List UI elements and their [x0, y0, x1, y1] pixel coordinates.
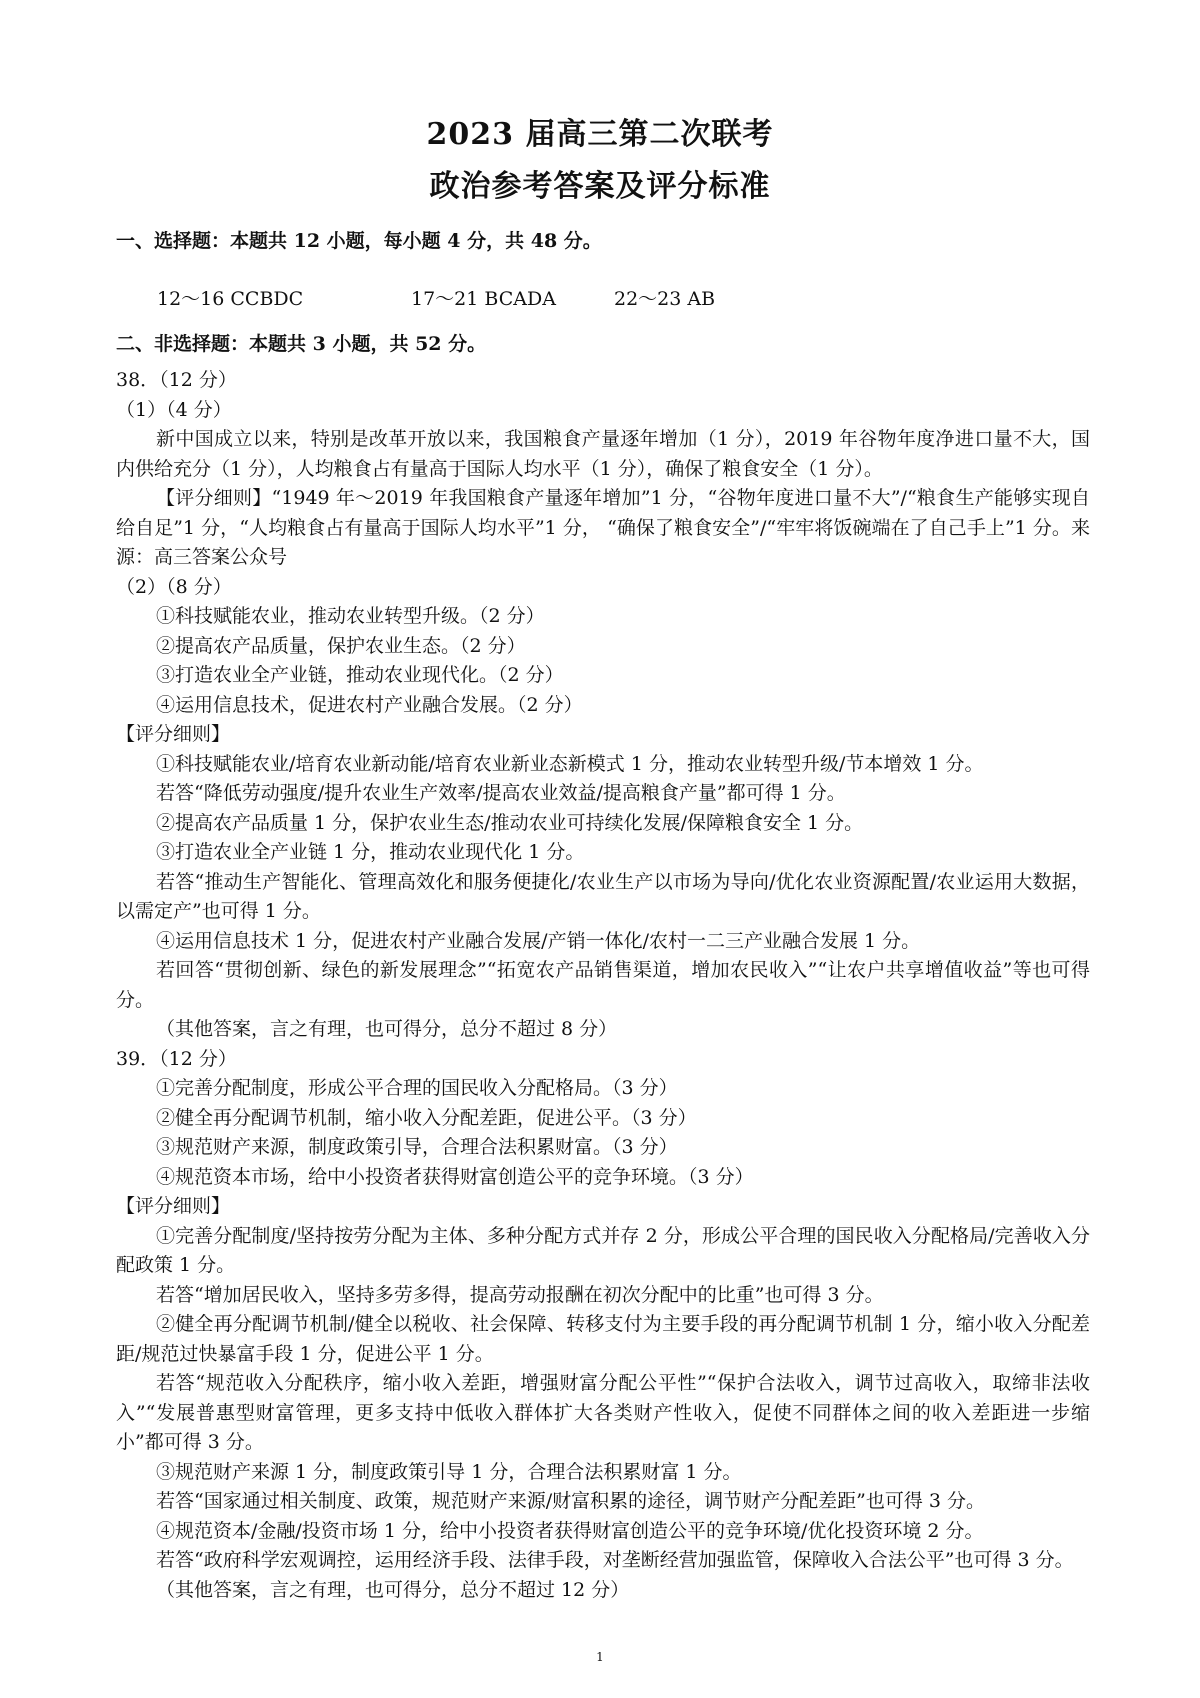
answer-point: ①完善分配制度，形成公平合理的国民收入分配格局。（3 分） [156, 1077, 678, 1099]
rubric-line: ③打造农业全产业链 1 分，推动农业现代化 1 分。 [156, 841, 585, 863]
answer-point: ③打造农业全产业链，推动农业现代化。（2 分） [156, 664, 564, 686]
answer-point: ④运用信息技术，促进农村产业融合发展。（2 分） [156, 693, 583, 716]
answer-point: ①科技赋能农业，推动农业转型升级。（2 分） [156, 605, 545, 627]
answer-point: ②健全再分配调节机制，缩小收入分配差距，促进公平。（3 分） [156, 1106, 697, 1129]
rubric-line: 若答“降低劳动强度/提升农业生产效率/提高农业效益/提高粮食产量”都可得 1 分。 [156, 782, 846, 804]
question-label: 39．（12 分） [116, 1047, 237, 1070]
answer-point: ③规范财产来源，制度政策引导，合理合法积累财富。（3 分） [156, 1136, 678, 1158]
choice-answers-row [157, 286, 917, 312]
rubric-line: 若答“政府科学宏观调控，运用经济手段、法律手段，对垄断经营加强监管，保障收入合法公平”也可得 3 分。 [156, 1549, 1074, 1571]
answer-group: 22～23 AB [614, 288, 716, 310]
section-heading-nonchoice: 二、非选择题：本题共 3 小题，共 52 分。 [116, 333, 487, 355]
section-heading-choice: 一、选择题：本题共 12 小题，每小题 4 分，共 48 分。 [116, 230, 602, 252]
rubric-line: ①科技赋能农业/培育农业新动能/培育农业新业态新模式 1 分，推动农业转型升级/节本增效 1 分。 [156, 752, 984, 775]
answer-point: ②提高农产品质量，保护农业生态。（2 分） [156, 634, 526, 657]
rubric-line: 若答“增加居民收入，坚持多劳多得，提高劳动报酬在初次分配中的比重”也可得 3 分。 [156, 1283, 884, 1306]
rubric-line: ④运用信息技术 1 分，促进农村产业融合发展/产销一体化/农村一二三产业融合发展 1 分。 [156, 929, 921, 952]
subquestion-label: （1）（4 分） [116, 398, 232, 421]
answer-group: 12～16 CCBDC [157, 288, 304, 310]
answer-point: ④规范资本市场，给中小投资者获得财富创造公平的竞争环境。（3 分） [156, 1165, 754, 1188]
rubric-line: ④规范资本/金融/投资市场 1 分，给中小投资者获得财富创造公平的竞争环境/优化投资环境 2 分。 [156, 1519, 984, 1542]
rubric-heading: 【评分细则】 [116, 723, 231, 745]
rubric-line: ②健全再分配调节机制/健全以税收、社会保障、转移支付为主要手段的再分配调节机制 1 分，缩小收入分配差距/规范过快暴富手段 1 分，促进公平 1 分。 [116, 1313, 1090, 1365]
answer-paragraph: 新中国成立以来，特别是改革开放以来，我国粮食产量逐年增加（1 分），2019 年谷物年度净进口量不大，国内供给充分（1 分），人均粮食占有量高于国际人均水平（1 分），确保了粮食安全（1 分）。 [116, 428, 1090, 480]
rubric-line: ①完善分配制度/坚持按劳分配为主体、多种分配方式并存 2 分，形成公平合理的国民收入分配格局/完善收入分配政策 1 分。 [116, 1224, 1090, 1276]
document-title: 2023 届高三第二次联考 [426, 117, 774, 152]
rubric-line: 若答“国家通过相关制度、政策，规范财产来源/财富积累的途径，调节财产分配差距”也可得 3 分。 [156, 1490, 985, 1512]
rubric-line: ②提高农产品质量 1 分，保护农业生态/推动农业可持续化发展/保障粮食安全 1 分。 [156, 811, 864, 834]
rubric-line: 若答“规范收入分配秩序，缩小收入差距，增强财富分配公平性”“保护合法收入，调节过高收入，取缔非法收入”“发展普惠型财富管理，更多支持中低收入群体扩大各类财产性收入，促使不同群体之间的收入差距进一步缩小”都可得 3 分。 [116, 1372, 1090, 1453]
scoring-note: （其他答案，言之有理，也可得分，总分不超过 12 分） [156, 1578, 630, 1601]
question-label: 38．（12 分） [116, 369, 237, 391]
page-number: 1 [596, 1650, 604, 1664]
rubric-heading: 【评分细则】 [116, 1195, 231, 1217]
rubric-paragraph: 【评分细则】“1949 年～2019 年我国粮食产量逐年增加”1 分，“谷物年度进口量不大”/“粮食生产能够实现自给自足”1 分，“人均粮食占有量高于国际人均水平”1 分， “确保了粮食安全”/“牢牢将饭碗端在了自己手上”1 分。来源：高三答案公众号 [116, 487, 1090, 568]
subquestion-label: （2）（8 分） [116, 575, 232, 598]
rubric-line: 若答“推动生产智能化、管理高效化和服务便捷化/农业生产以市场为导向/优化农业资源配置/农业运用大数据，以需定产”也可得 1 分。 [116, 870, 1090, 922]
answer-body [116, 366, 1090, 1605]
rubric-line: ③规范财产来源 1 分，制度政策引导 1 分，合理合法积累财富 1 分。 [156, 1460, 742, 1483]
document-subtitle: 政治参考答案及评分标准 [429, 169, 771, 204]
scoring-note: （其他答案，言之有理，也可得分，总分不超过 8 分） [156, 1018, 618, 1040]
rubric-line: 若回答“贯彻创新、绿色的新发展理念”“拓宽农产品销售渠道，增加农民收入”“让农户共享增值收益”等也可得分。 [116, 959, 1090, 1011]
answer-group: 17～21 BCADA [411, 288, 556, 310]
